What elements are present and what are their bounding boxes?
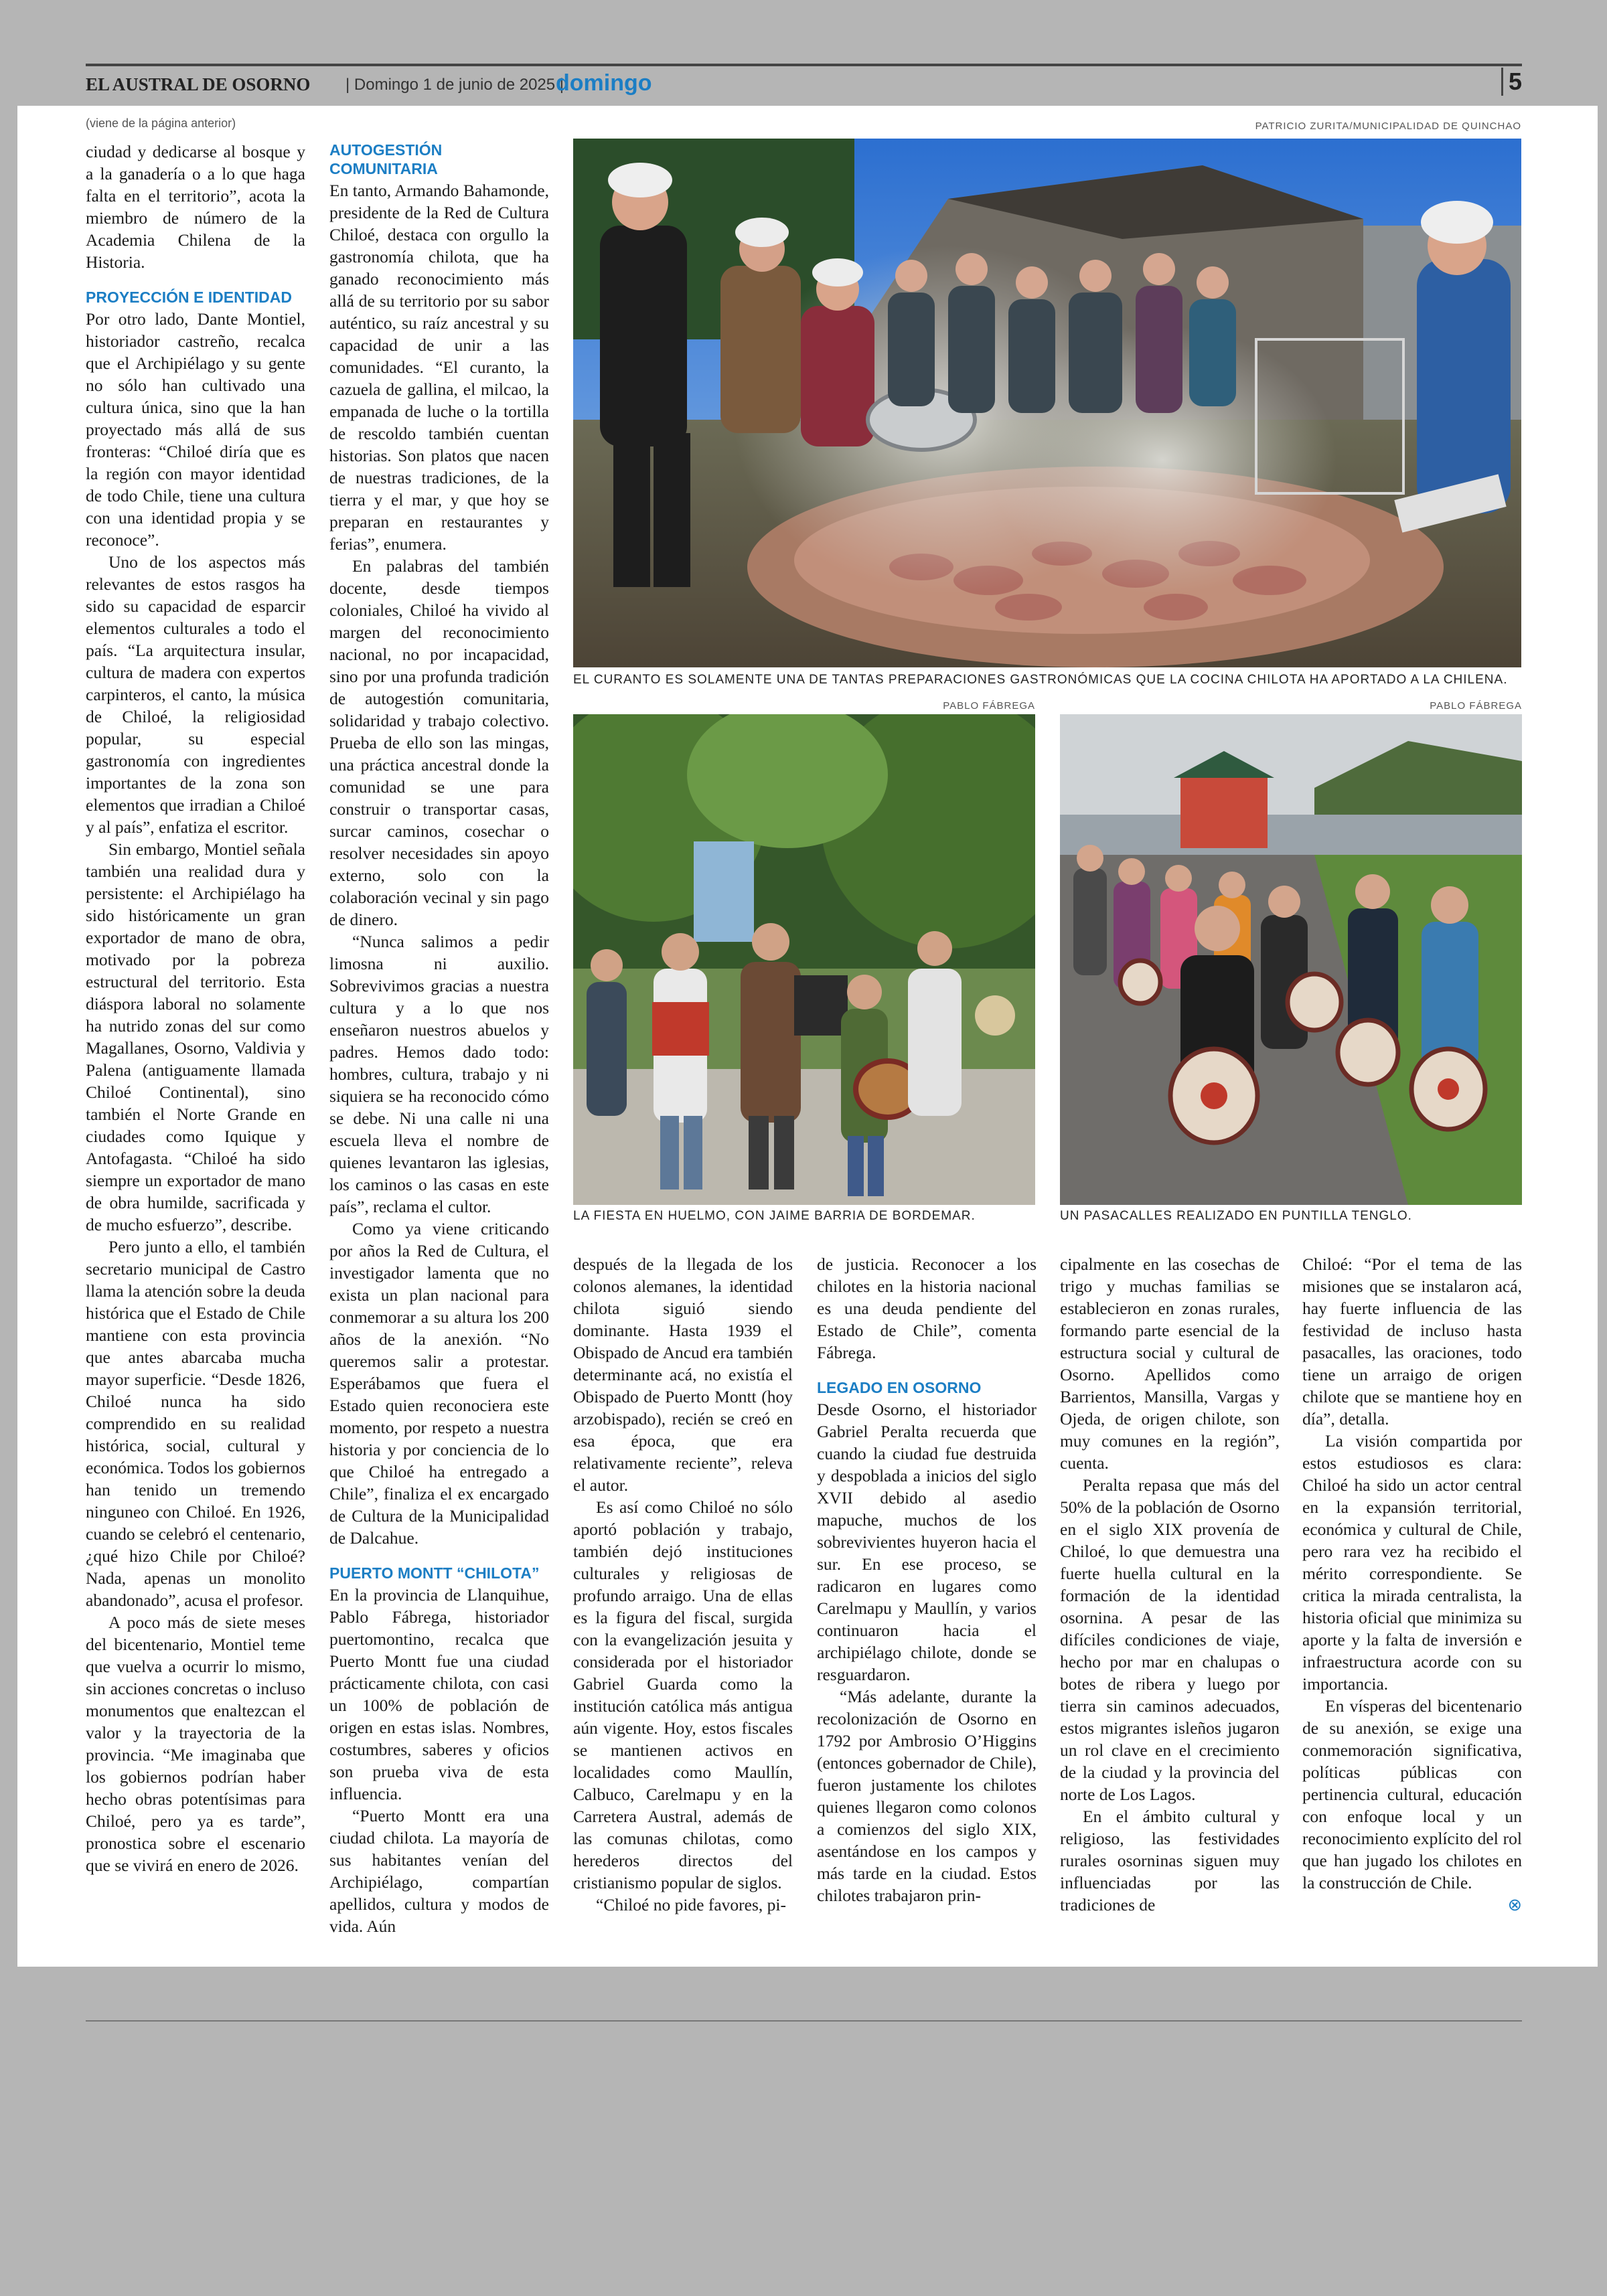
photo-curanto <box>573 139 1521 667</box>
article-column-4 <box>817 1253 1037 1906</box>
publication-name: EL AUSTRAL DE OSORNO <box>86 74 311 94</box>
caption-fiesta-huelmo: LA FIESTA EN HUELMO, CON JAIME BARRIA DE BORDEMAR. <box>573 1209 976 1223</box>
col6-paragraph: La visión compartida por estos estudiosos es clara: Chiloé ha sido un actor central en la expansión territorial, económica y cultural de Chile, pero rara vez ha recibido el mérito correspondiente. Se critica la mirada centralista, la historia oficial que minimiza su aporte y la falta de inversión e infraestructura acorde con su importancia. <box>1302 1431 1522 1694</box>
article-column-3 <box>573 1253 793 1916</box>
col5-paragraph: cipalmente en las cosechas de trigo y muchas familias se establecieron en zonas rurales, formando parte esencial de la estructura social y cultural de Osorno. Apellidos como Barrientos, Mansilla, Vargas y Ojeda, de origen chilote, son muy comunes en la región”, cuenta. <box>1060 1254 1280 1473</box>
photo-credit-3: PABLO FÁBREGA <box>1430 700 1522 712</box>
col2-paragraph: “Nunca salimos a pedir limosna ni auxilio. Sobrevivimos gracias a nuestra cultura y a lo que nos enseñaron nuestros abuelos y padres. Hemos dado todo: hombres, cultura, trabajo y ni siquiera se ha reconocido cómo se debe. Ni una calle ni una escuela lleva el nombre de quienes levantaron las iglesias, los caminos o las casas en este país”, reclama el cultor. <box>329 932 549 1216</box>
col1-paragraph: Uno de los aspectos más relevantes de estos rasgos ha sido su capacidad de esparcir elementos culturales a todo el país. “La arquitectura insular, cultura de madera con expertos carpinteros, el canto, la música de Chiloé, la religiosidad popular, su especial gastronomía con ingredientes importantes de la zona son elementos que irradian a Chiloé y al país”, enfatiza el escritor. <box>86 552 305 837</box>
col3-paragraph: después de la llegada de los colonos alemanes, la identidad chilota siguió siendo dominante. Hasta 1939 el Obispado de Ancud era también determinante acá, no existía el Obispado de Puerto Montt (hoy arzobispado), recién se creó en esa época, que era relativamente reciente”, releva el autor. <box>573 1254 793 1495</box>
col4-paragraph: Desde Osorno, el historiador Gabriel Peralta recuerda que cuando la ciudad fue destruida y despoblada a inicios del siglo XVII debido al asedio mapuche, muchos de los sobrevivientes huyeron hacia el sur. En ese proceso, se radicaron en lugares como Carelmapu y Maullín, y varios continuaron hacia el archipiélago chilote, donde se resguardaron. <box>817 1400 1037 1684</box>
subhead-proyeccion-identidad: PROYECCIÓN E IDENTIDAD <box>86 289 292 306</box>
bottom-rule <box>86 2020 1522 2022</box>
col1-paragraph: Pero junto a ello, el también secretario municipal de Castro llama la atención sobre la deuda histórica que el Estado de Chile mantiene con esta provincia que antes abarcaba mucha mayor superficie. “Desde 1826, Chiloé nunca ha sido comprendido en su realidad histórica, social, cultural y económica. Todos los gobiernos han tenido un tremendo ninguneo con Chiloé. En 1926, cuando se celebró el centenario, ¿qué hizo Chile por Chiloé? Nada, apenas un monolito abandonado”, acusa el profesor. <box>86 1237 305 1610</box>
page-number: 5 <box>1501 68 1522 96</box>
end-mark-icon: ⊗ <box>1507 1895 1522 1915</box>
article-column-1 <box>86 141 305 1876</box>
col5-paragraph: En el ámbito cultural y religioso, las festividades rurales osorninas siguen muy influenciadas por las tradiciones de <box>1060 1807 1280 1914</box>
col1-paragraph: A poco más de siete meses del bicentenario, Montiel teme que vuelva a ocurrir lo mismo, sin acciones concretas o incluso monumentos que enaltezcan el valor y la trayectoria de la provincia. “Me imaginaba que los gobiernos podrían haber hecho obras potentísimas para Chiloé, pero ya es tarde”, pronostica sobre el escenario que se vivirá en enero de 2026. <box>86 1613 305 1875</box>
col3-paragraph: “Chiloé no pide favores, pi- <box>596 1895 786 1914</box>
col1-paragraph: Por otro lado, Dante Montiel, historiador castreño, recalca que el Archipiélago y su gente no sólo han cultivado una cultura única, sino que la han proyectado más allá de sus fronteras: “Chiloé diría que es la región con mayor identidad de todo Chile, tiene una cultura con una identidad propia y se reconoce”. <box>86 309 305 550</box>
col3-paragraph: Es así como Chiloé no sólo aportó población y trabajo, también dejó instituciones culturales y religiosas de profundo arraigo. Una de ellas es la figura del fiscal, surgida con la evangelización jesuita y considerada por el historiador Gabriel Guarda como la institución católica más antigua aún vigente. Hoy, estos fiscales se mantienen activos en localidades como Maullín, Calbuco, Carelmapu y en la Carretera Austral, además de las comunas chilotas, como herederos directos del cristianismo popular de siglos. <box>573 1497 793 1892</box>
col1-paragraph: ciudad y dedicarse al bosque y a la ganadería o a lo que haga falta en el territorio”, acota la miembro de número de la Academia Chilena de la Historia. <box>86 142 305 272</box>
photo-pasacalles <box>1060 714 1522 1205</box>
subhead-legado-osorno: LEGADO EN OSORNO <box>817 1379 982 1396</box>
continued-note: (viene de la página anterior) <box>86 116 236 130</box>
section-name: domingo <box>556 70 652 96</box>
article-column-5 <box>1060 1253 1280 1916</box>
col4-paragraph: “Más adelante, durante la recolonización de Osorno en 1792 por Ambrosio O’Higgins (entonces gobernador de Chile), fueron justamente los chilotes quienes llegaron como colonos a comienzos del siglo XIX, asentándose en los campos y más tarde en la ciudad. Estos chilotes trabajaron prin- <box>817 1687 1037 1905</box>
subhead-puerto-montt-chilota: PUERTO MONTT “CHILOTA” <box>329 1564 540 1582</box>
publication-date: | Domingo 1 de junio de 2025 | <box>346 76 564 94</box>
subhead-autogestion-comunitaria: AUTOGESTIÓN COMUNITARIA <box>329 141 443 177</box>
photo-fiesta-huelmo <box>573 714 1035 1205</box>
caption-pasacalles: UN PASACALLES REALIZADO EN PUNTILLA TENGLO. <box>1060 1209 1412 1223</box>
photo-credit-2: PABLO FÁBREGA <box>943 700 1035 712</box>
col2-paragraph: En tanto, Armando Bahamonde, presidente de la Red de Cultura Chiloé, destaca con orgullo la gastronomía chilota, que ha ganado reconocimiento más allá de su territorio por su sabor auténtico, su raíz ancestral y su capacidad de unir a las comunidades. “El curanto, la cazuela de gallina, el milcao, la empanada de luche o la tortilla de rescoldo también cuentan historias. Son platos que nacen de nuestras tradiciones, de la tierra y el mar, y que hoy se preparan en restaurantes y ferias”, enumera. <box>329 181 549 554</box>
col4-paragraph: de justicia. Reconocer a los chilotes en la historia nacional es una deuda pendiente del Estado de Chile”, comenta Fábrega. <box>817 1254 1037 1362</box>
col2-paragraph: En palabras del también docente, desde tiempos coloniales, Chiloé ha vivido al margen del reconocimiento nacional, no por incapacidad, sino por una profunda tradición de autogestión comunitaria, solidaridad y trabajo colectivo. Prueba de ello son las mingas, una práctica ancestral donde la comunidad se une para construir o transportar casas, surcar caminos, cosechar o resolver necesidades sin apoyo externo, solo con la colaboración vecinal y sin pago de dinero. <box>329 556 549 929</box>
col2-paragraph: Como ya viene criticando por años la Red de Cultura, el investigador lamenta que no exista un plan nacional para conmemorar a su altura los 200 años de la anexión. “No queremos salir a protestar. Esperábamos que fuera el Estado quien reconociera este momento, por respeto a nuestra historia y por conciencia de lo que Chiloé ha entregado a Chile”, finaliza el ex encargado de Cultura de la Municipalidad de Dalcahue. <box>329 1219 549 1548</box>
col2-paragraph: “Puerto Montt era una ciudad chilota. La mayoría de sus habitantes venían del Archipiélago, compartían apellidos, cultura y modos de vida. Aún <box>329 1806 549 1936</box>
photo-credit-1: PATRICIO ZURITA/MUNICIPALIDAD DE QUINCHAO <box>1255 120 1521 132</box>
col6-paragraph: En vísperas del bicentenario de su anexión, se exige una conmemoración significativa, políticas públicas con pertinencia cultural, educación con enfoque local y un reconocimiento explícito del rol que han jugado los chilotes en la construcción de Chile. <box>1302 1696 1522 1892</box>
article-column-6 <box>1302 1253 1522 1916</box>
article-column-2 <box>329 141 549 1937</box>
page-header <box>86 64 1522 108</box>
col1-paragraph: Sin embargo, Montiel señala también una realidad dura y persistente: el Archipiélago ha sido históricamente un gran exportador de mano de obra, motivado por la pobreza estructural del territorio. Esta diáspora laboral no solamente ha nutrido zonas del sur como Magallanes, Osorno, Valdivia y Palena (antiguamente llamada Chiloé Continental), sino también el Norte Grande en ciudades como Iquique y Antofagasta. “Chiloé ha sido siempre un exportador de mano de obra humilde, sacrificada y de mucho esfuerzo”, describe. <box>86 839 305 1234</box>
col2-paragraph: En la provincia de Llanquihue, Pablo Fábrega, historiador puertomontino, recalca que Puerto Montt fue una ciudad prácticamente chilota, con casi un 100% de población de origen en estas islas. Nombres, costumbres, saberes y oficios son prueba viva de esta influencia. <box>329 1585 549 1803</box>
col6-paragraph: Chiloé: “Por el tema de las misiones que se instalaron acá, hay fuerte influencia de las festividad de incluso hasta pasacalles, las oraciones, todo tiene un arraigo de origen chilote que se mantiene hoy en día”, detalla. <box>1302 1254 1522 1428</box>
col5-paragraph: Peralta repasa que más del 50% de la población de Osorno en el siglo XIX provenía de Chiloé, lo que demuestra una fuerte huella cultural en la formación de la identidad osornina. A pesar de las difíciles condiciones de viaje, hecho por mar en chalupas o botes de ribera y luego por tierra sin caminos adecuados, estos migrantes isleños jugaron un rol clave en el crecimiento de la ciudad y la provincia del norte de Los Lagos. <box>1060 1475 1280 1804</box>
caption-curanto: EL CURANTO ES SOLAMENTE UNA DE TANTAS PREPARACIONES GASTRONÓMICAS QUE LA COCINA CHILOTA HA APORTADO A LA CHILENA. <box>573 673 1508 687</box>
